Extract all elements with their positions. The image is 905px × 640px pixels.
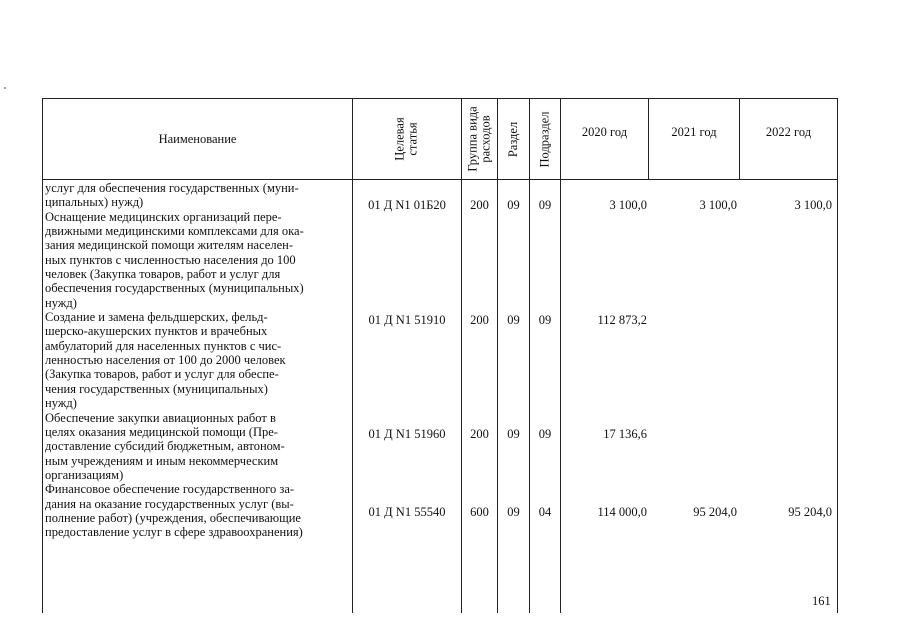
description-line: зания медицинской помощи жителям населен-: [45, 238, 293, 253]
description-line: ципальных) нужд): [45, 195, 144, 210]
header-group-line1: Группа вида: [465, 106, 480, 172]
row-2020: 114 000,0: [597, 505, 647, 519]
row-2021: [651, 427, 737, 441]
scan-speck: [4, 87, 6, 89]
row-group: 600: [470, 505, 489, 519]
description-line: чения государственных (муниципальных): [45, 381, 268, 396]
header-2022: [740, 99, 837, 179]
header-2021: [649, 99, 739, 179]
header-2020: [561, 99, 648, 179]
description-line: ным учреждениям и иным некоммерческим: [45, 453, 279, 468]
row-2021: [651, 313, 737, 327]
header-2020-label: 2020 год: [581, 125, 628, 139]
header-subsection: [530, 99, 560, 179]
row-2022: 3 100,0: [794, 198, 832, 212]
description-line: человек (Закупка товаров, работ и услуг для: [45, 267, 281, 282]
header-target-line1: Целевая: [393, 117, 407, 161]
description-line: Оснащение медицинских организаций пере-: [45, 209, 282, 224]
description-line: организациям): [45, 467, 124, 482]
description-line: нужд): [45, 295, 77, 310]
description-line: ных пунктов с численностью населения до 100: [45, 252, 296, 267]
row-subsection: 04: [538, 505, 552, 519]
row-code: 01 Д N1 51910: [368, 313, 446, 327]
row-2022: [742, 427, 832, 441]
description-line: Финансовое обеспечение государственного за-: [45, 482, 295, 497]
row-code: 01 Д N1 55540: [368, 505, 446, 519]
row-section: 09: [507, 427, 520, 441]
header-divider: [42, 179, 837, 180]
header-2021-label: 2021 год: [671, 125, 717, 139]
table-border-right: [837, 98, 838, 613]
description-line: предоставление услуг в сфере здравоохранения): [45, 525, 303, 540]
header-target-line2: статья: [406, 122, 420, 156]
row-group: 200: [470, 427, 489, 441]
description-line: целях оказания медицинской помощи (Пре-: [45, 424, 278, 439]
header-subsection-label: Подраздел: [537, 111, 552, 167]
description-line: амбулаторий для населенных пунктов с чис-: [45, 338, 282, 353]
row-group: 200: [470, 198, 489, 212]
header-group-label: [467, 106, 493, 171]
header-target-label: [394, 117, 420, 160]
header-name-label: Наименование: [158, 131, 237, 146]
row-2022: 95 204,0: [788, 505, 832, 519]
row-2022: [742, 313, 832, 327]
row-section: 09: [507, 505, 520, 519]
description-line: доставление субсидий бюджетным, автоном-: [45, 439, 285, 454]
header-name: [43, 99, 352, 179]
header-section-label: Раздел: [506, 121, 521, 157]
header-target: [353, 99, 461, 179]
description-line: (Закупка товаров, работ и услуг для обеспе-: [45, 367, 279, 382]
description-line: нужд): [45, 396, 77, 411]
description-line: движными медицинскими комплексами для ока-: [45, 224, 304, 239]
description-line: шерско-акушерских пунктов и врачебных: [45, 324, 268, 339]
header-section: [498, 99, 529, 179]
row-section: 09: [507, 313, 520, 327]
description-line: Обеспечение закупки авиационных работ в: [45, 410, 276, 425]
row-2021: 3 100,0: [699, 198, 737, 212]
row-subsection: 09: [538, 427, 552, 441]
description-line: ленностью населения от 100 до 2000 человек: [45, 353, 286, 368]
row-subsection: 09: [538, 198, 552, 212]
description-column: [45, 181, 351, 540]
row-group: 200: [470, 313, 489, 327]
row-2020: 17 136,6: [603, 427, 647, 441]
row-2020: 3 100,0: [609, 198, 647, 212]
description-line: полнение работ) (учреждения, обеспечивающие: [45, 510, 301, 525]
row-section: 09: [507, 198, 520, 212]
row-code: 01 Д N1 01Б20: [368, 198, 446, 212]
description-line: услуг для обеспечения государственных (муни-: [45, 181, 299, 195]
description-line: обеспечения государственных (муниципальных): [45, 281, 304, 296]
header-2022-label: 2022 год: [765, 125, 812, 139]
row-2021: 95 204,0: [693, 505, 737, 519]
header-group: [462, 99, 497, 179]
row-subsection: 09: [538, 313, 552, 327]
row-code: 01 Д N1 51960: [368, 427, 446, 441]
header-group-line2: расходов: [478, 115, 493, 163]
description-line: Создание и замена фельдшерских, фельд-: [45, 310, 268, 325]
page-number: 161: [812, 594, 831, 608]
row-2020: 112 873,2: [597, 313, 647, 327]
description-line: дания на оказание государственных услуг (вы-: [45, 496, 294, 511]
